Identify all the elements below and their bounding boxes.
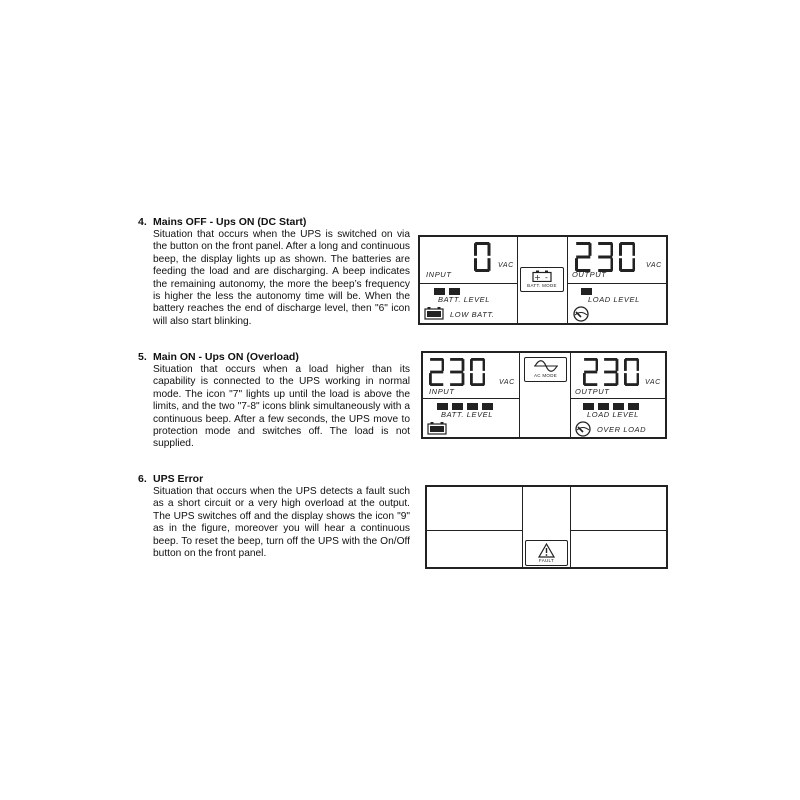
load-level-label: LOAD LEVEL <box>588 295 640 304</box>
low-battery-icon <box>424 306 444 320</box>
level-bar <box>434 288 445 295</box>
fault-label: FAULT <box>538 558 555 563</box>
section-dc-start <box>138 216 410 328</box>
section-body: Situation that occurs when the UPS is switched on via the button on the front panel. After a long and continuous beep, the display lights up as shown. The batteries are feeding the load and are discharging. A beep indicates the remaining autonomy, the more the beep’s frequency is higher the less the autonomy time will be. When the battery reaches the end of discharge level, then "6" icon will also start blinking. <box>153 229 410 327</box>
batt-level-label: BATT. LEVEL <box>441 410 494 419</box>
level-bar <box>437 403 448 410</box>
output-voltage-readout <box>575 242 641 272</box>
section-ups-error <box>138 473 410 560</box>
warning-triangle-icon <box>538 543 555 558</box>
lcd-display-dc-start <box>418 235 668 325</box>
section-number: 5. <box>138 351 147 363</box>
overload-gauge-icon <box>572 306 590 322</box>
batt-level-label: BATT. LEVEL <box>438 295 491 304</box>
section-title: UPS Error <box>153 473 204 485</box>
level-bar <box>613 403 624 410</box>
input-unit: VAC <box>498 262 514 269</box>
section-heading <box>138 473 410 486</box>
level-bar <box>482 403 493 410</box>
level-bar <box>628 403 639 410</box>
section-overload <box>138 351 410 451</box>
section-heading <box>138 216 410 229</box>
fault-indicator <box>525 540 568 566</box>
svg-text:+: + <box>534 273 541 282</box>
input-unit: VAC <box>499 379 515 386</box>
batt-mode-indicator <box>520 267 564 292</box>
low-batt-label: LOW BATT. <box>450 310 495 319</box>
output-label: OUTPUT <box>575 387 610 396</box>
section-body: Situation that occurs when a load higher than its capability is connected to the UPS working in normal mode. The icon "7" lights up until the load is above the limits, and the two "7-8" icons blink simultaneously with a continuous beep. After a few seconds, the UPS move to protection mode and switches off. The load is not supplied. <box>153 364 410 450</box>
level-bar <box>449 288 460 295</box>
input-voltage-readout <box>429 358 490 386</box>
section-title: Mains OFF - Ups ON (DC Start) <box>153 216 307 228</box>
battery-icon <box>532 270 552 282</box>
input-voltage-readout <box>474 242 496 272</box>
output-voltage-readout <box>583 358 644 386</box>
level-bar <box>598 403 609 410</box>
input-label: INPUT <box>426 270 452 279</box>
section-heading <box>138 351 410 364</box>
output-unit: VAC <box>646 262 662 269</box>
lcd-display-overload <box>421 351 667 439</box>
level-bar <box>452 403 463 410</box>
section-body: Situation that occurs when the UPS detects a fault such as a short circuit or a very high overload at the output. The UPS switches off and the display shows the icon "9" as in the figure, moreover you will hear a continuous beep. To reset the beep, turn off the UPS with the On/Off button on the front panel. <box>153 486 410 560</box>
output-label: OUTPUT <box>572 270 607 279</box>
battery-icon <box>427 421 447 435</box>
svg-text:-: - <box>545 273 548 282</box>
output-unit: VAC <box>645 379 661 386</box>
lcd-display-error <box>425 485 668 569</box>
section-title: Main ON - Ups ON (Overload) <box>153 351 299 363</box>
sine-wave-icon <box>533 360 559 372</box>
mode-label: BATT. MODE <box>527 283 557 288</box>
over-load-label: OVER LOAD <box>597 425 647 434</box>
input-label: INPUT <box>429 387 455 396</box>
mode-label: AC MODE <box>533 373 558 378</box>
load-level-label: LOAD LEVEL <box>587 410 639 419</box>
section-number: 4. <box>138 216 147 228</box>
section-number: 6. <box>138 473 147 485</box>
ac-mode-indicator <box>524 357 567 382</box>
level-bar <box>467 403 478 410</box>
level-bar <box>581 288 592 295</box>
overload-gauge-icon <box>574 421 592 437</box>
level-bar <box>583 403 594 410</box>
